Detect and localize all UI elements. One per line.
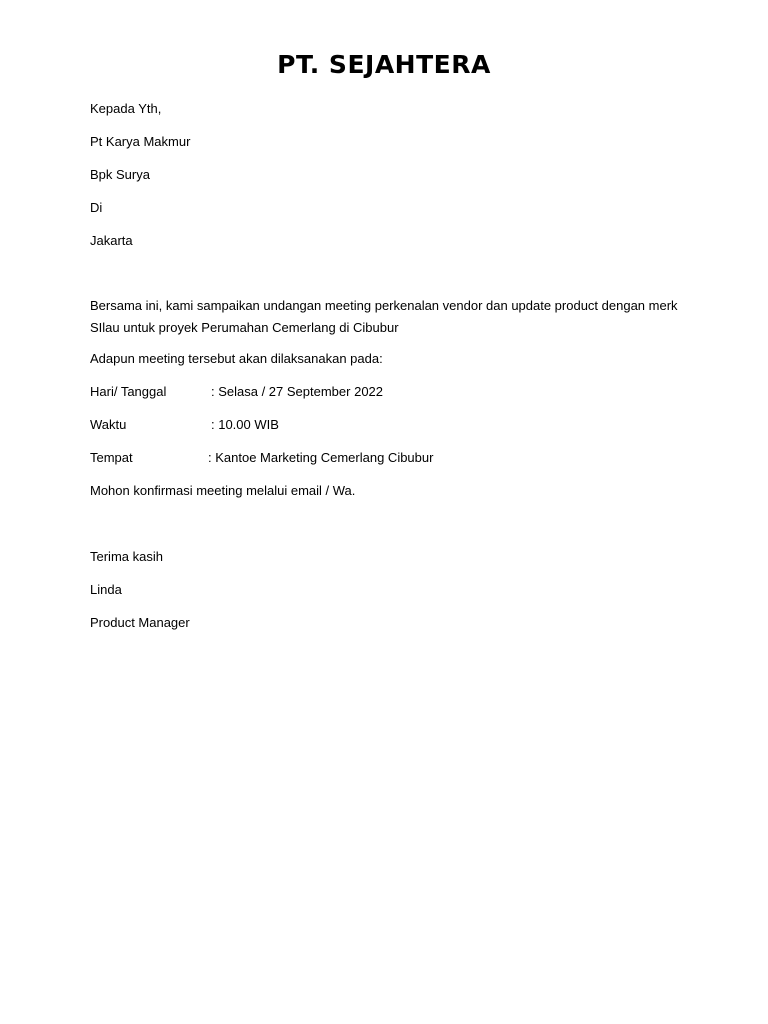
closing-thanks: Terima kasih [90, 549, 163, 564]
detail-value-time: : 10.00 WIB [211, 417, 279, 432]
recipient-person: Bpk Surya [90, 167, 150, 182]
detail-label-place: Tempat [90, 450, 133, 465]
detail-label-date: Hari/ Tanggal [90, 384, 167, 399]
recipient-salutation: Kepada Yth, [90, 101, 162, 116]
company-title: PT. SEJAHTERA [277, 50, 491, 79]
detail-value-date: : Selasa / 27 September 2022 [211, 384, 384, 399]
schedule-intro: Adapun meeting tersebut akan dilaksanakan pada: [90, 351, 383, 366]
detail-label-time: Waktu [90, 417, 127, 432]
confirmation-line: Mohon konfirmasi meeting melalui email / Wa. [90, 483, 356, 498]
recipient-city: Jakarta [90, 233, 133, 248]
recipient-at: Di [90, 200, 103, 215]
signer-position: Product Manager [90, 615, 190, 630]
recipient-company: Pt Karya Makmur [90, 134, 191, 149]
intro-paragraph: Bersama ini, kami sampaikan undangan meeting perkenalan vendor dan update product dengan merk SIlau untuk proyek Perumahan Cemerlang di Cibubur [90, 298, 678, 335]
signer-name: Linda [90, 582, 122, 597]
detail-value-place: : Kantoe Marketing Cemerlang Cibubur [208, 450, 434, 465]
